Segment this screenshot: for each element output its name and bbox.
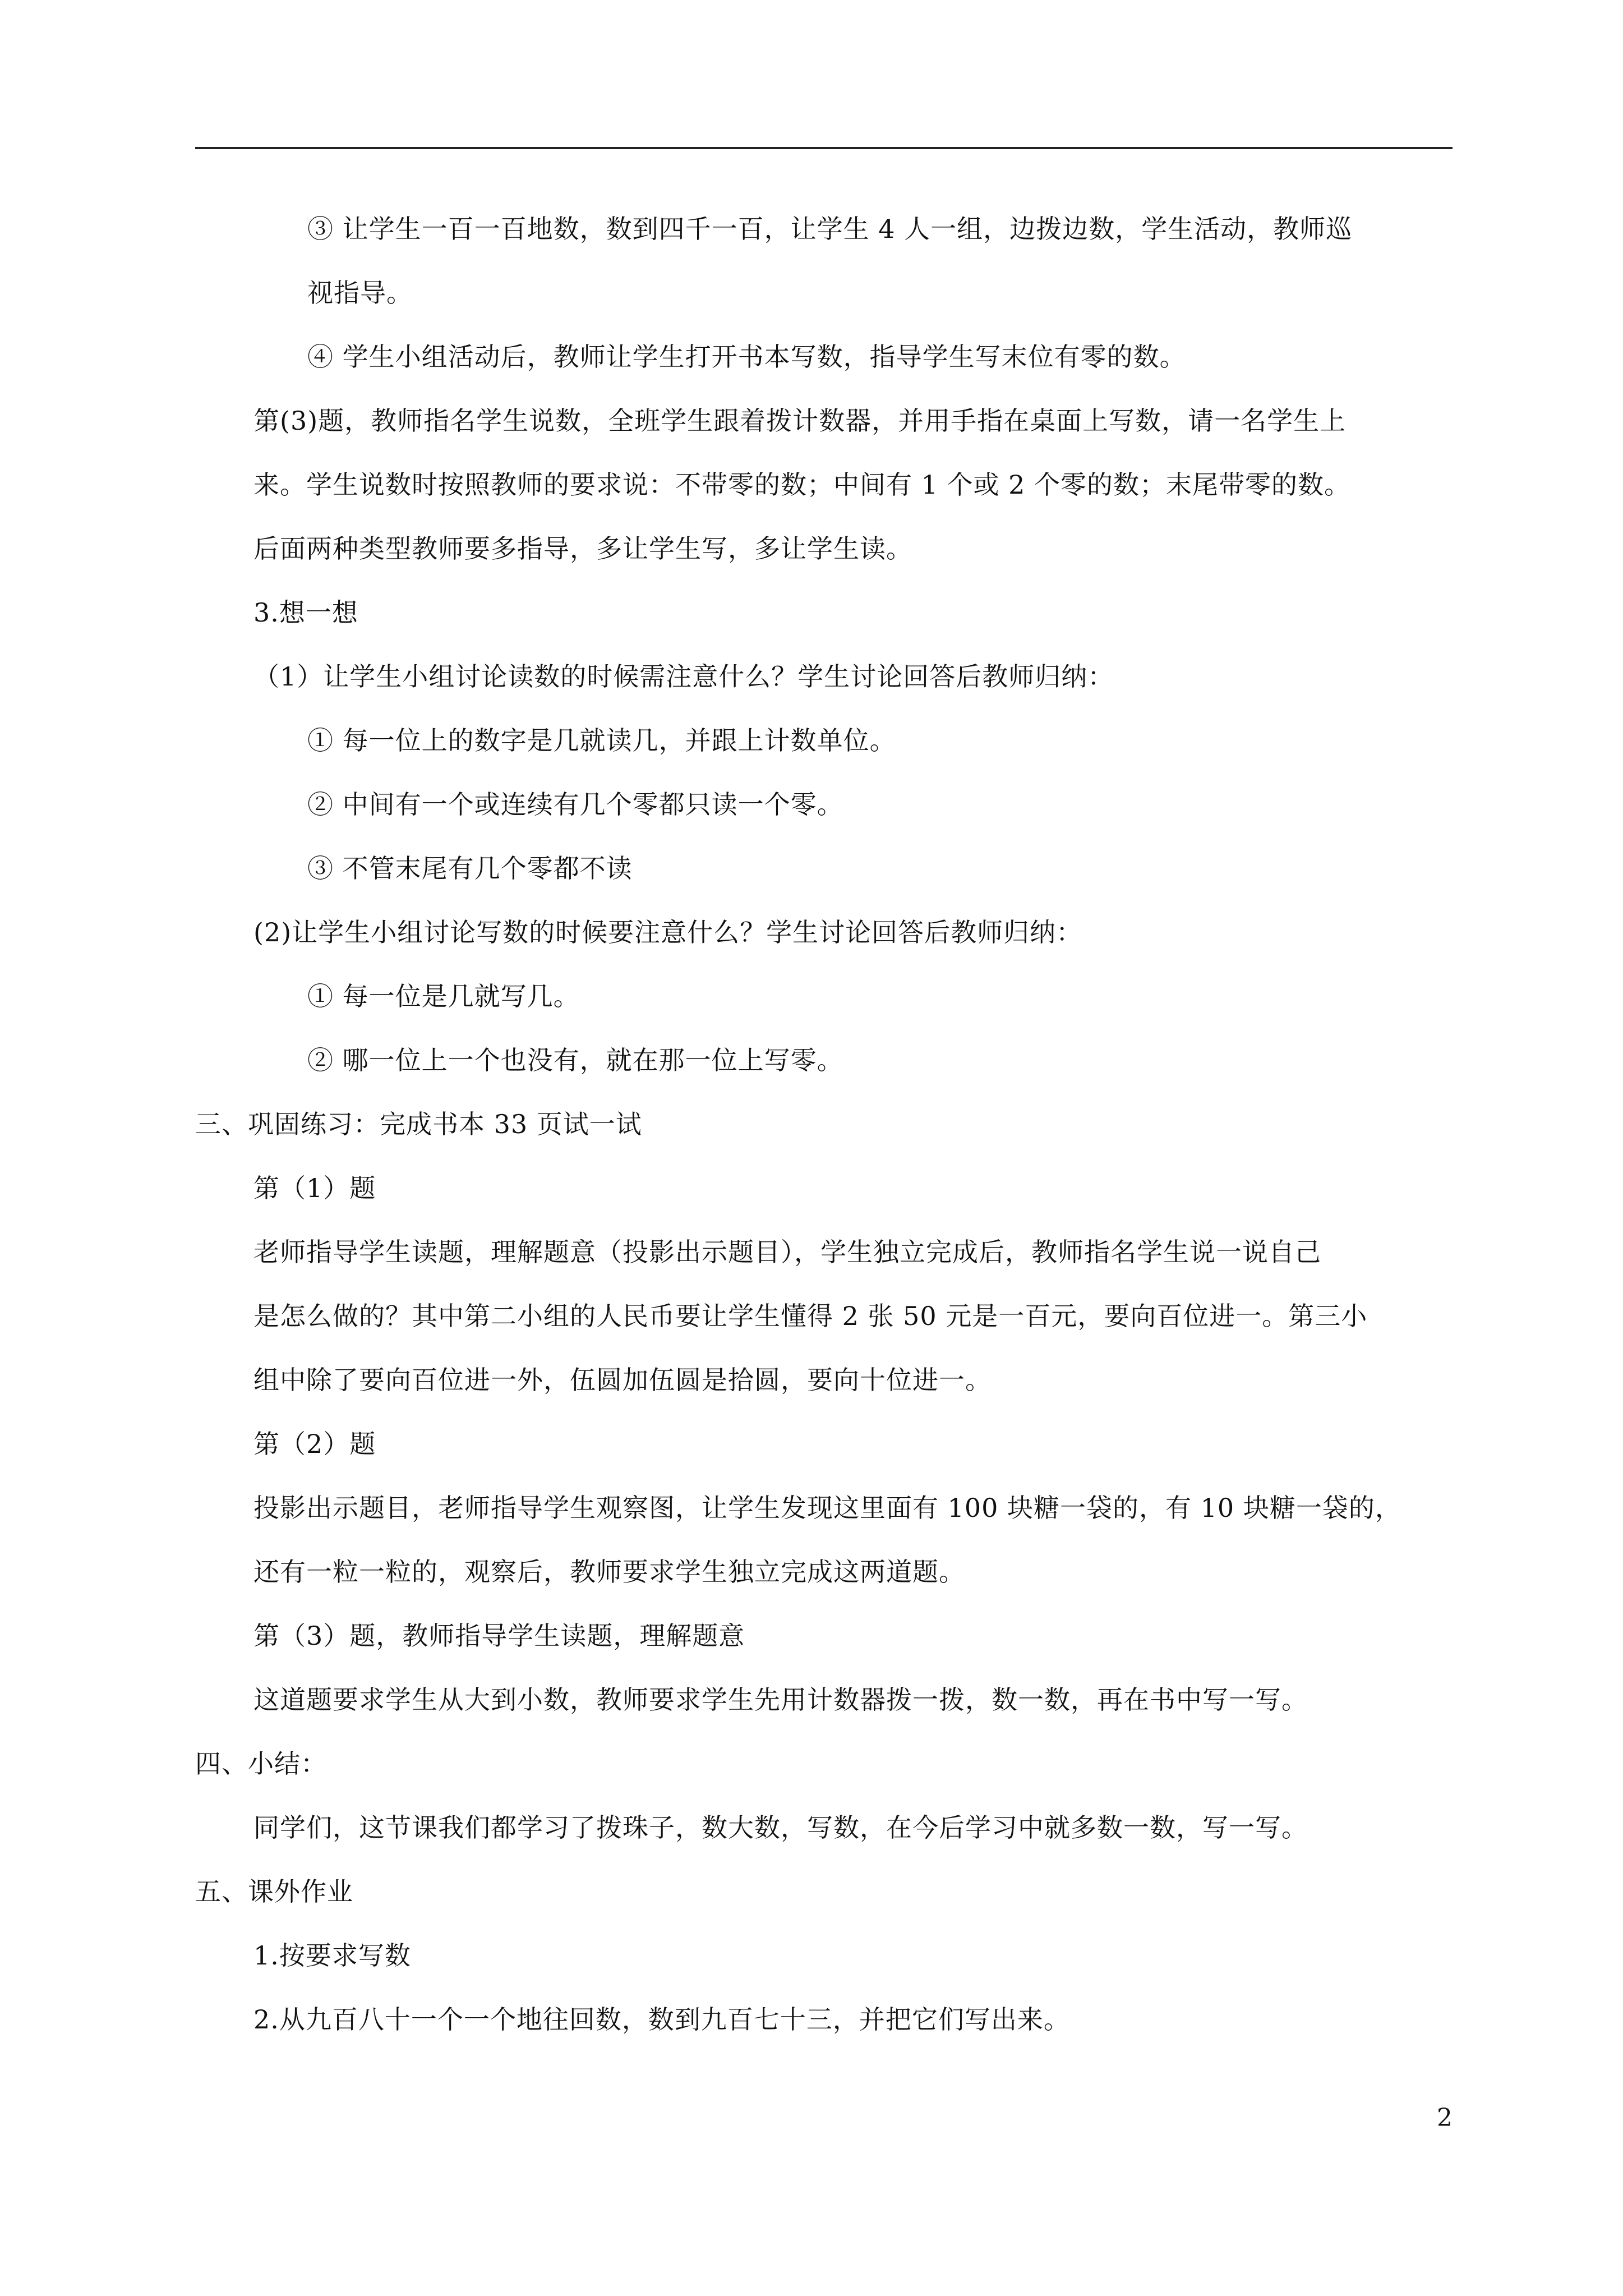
text-line-17: 老师指导学生读题，理解题意（投影出示题目），学生独立完成后，教师指名学生说一说自己 bbox=[253, 1237, 1321, 1267]
header-rule bbox=[195, 147, 1453, 149]
text-line-16: 第（1）题 bbox=[253, 1173, 376, 1203]
section-heading-think: 3.想一想 bbox=[253, 597, 358, 628]
text-line-5: 来。学生说数时按照教师的要求说：不带零的数；中间有 1 个或 2 个零的数；末尾带零的数。 bbox=[253, 470, 1351, 500]
text-line-14: ② 哪一位上一个也没有，就在那一位上写零。 bbox=[307, 1045, 843, 1075]
text-line-4: 第(3)题，教师指名学生说数，全班学生跟着拨计数器，并用手指在桌面上写数，请一名学生上 bbox=[253, 406, 1347, 436]
text-line-21: 投影出示题目，老师指导学生观察图，让学生发现这里面有 100 块糖一袋的，有 10 块糖一袋的， bbox=[253, 1493, 1401, 1523]
text-line-11: ③ 不管末尾有几个零都不读 bbox=[307, 853, 633, 884]
section-heading-practice: 三、巩固练习：完成书本 33 页试一试 bbox=[195, 1109, 642, 1139]
page-number: 2 bbox=[1437, 2104, 1453, 2132]
text-line-13: ① 每一位是几就写几。 bbox=[307, 981, 580, 1011]
text-line-29: 2.从九百八十一个一个地往回数，数到九百七十三，并把它们写出来。 bbox=[253, 2004, 1070, 2035]
text-line-28: 1.按要求写数 bbox=[253, 1940, 411, 1971]
text-line-10: ② 中间有一个或连续有几个零都只读一个零。 bbox=[307, 789, 843, 820]
text-line-2: 视指导。 bbox=[307, 278, 413, 308]
text-line-12: (2)让学生小组讨论写数的时候要注意什么？学生讨论回答后教师归纳： bbox=[253, 917, 1083, 947]
text-line-26: 同学们，这节课我们都学习了拨珠子，数大数，写数，在今后学习中就多数一数，写一写。 bbox=[253, 1812, 1308, 1843]
text-line-18: 是怎么做的？其中第二小组的人民币要让学生懂得 2 张 50 元是一百元，要向百位进一。第三小 bbox=[253, 1301, 1368, 1331]
text-line-1: ③ 让学生一百一百地数，数到四千一百，让学生 4 人一组，边拨边数，学生活动，教师巡 bbox=[307, 214, 1353, 244]
text-line-19: 组中除了要向百位进一外，伍圆加伍圆是拾圆，要向十位进一。 bbox=[253, 1365, 992, 1395]
text-line-22: 还有一粒一粒的，观察后，教师要求学生独立完成这两道题。 bbox=[253, 1557, 965, 1587]
text-line-3: ④ 学生小组活动后，教师让学生打开书本写数，指导学生写末位有零的数。 bbox=[307, 342, 1186, 372]
section-heading-summary: 四、小结： bbox=[195, 1749, 327, 1779]
text-line-8: （1）让学生小组讨论读数的时候需注意什么？学生讨论回答后教师归纳： bbox=[253, 661, 1114, 692]
text-line-9: ① 每一位上的数字是几就读几，并跟上计数单位。 bbox=[307, 725, 896, 756]
section-heading-homework: 五、课外作业 bbox=[195, 1876, 353, 1907]
text-line-6: 后面两种类型教师要多指导，多让学生写，多让学生读。 bbox=[253, 533, 912, 564]
text-line-24: 这道题要求学生从大到小数，教师要求学生先用计数器拨一拨，数一数，再在书中写一写。 bbox=[253, 1685, 1308, 1715]
text-line-23: 第（3）题，教师指导学生读题，理解题意 bbox=[253, 1621, 745, 1651]
text-line-20: 第（2）题 bbox=[253, 1429, 376, 1459]
